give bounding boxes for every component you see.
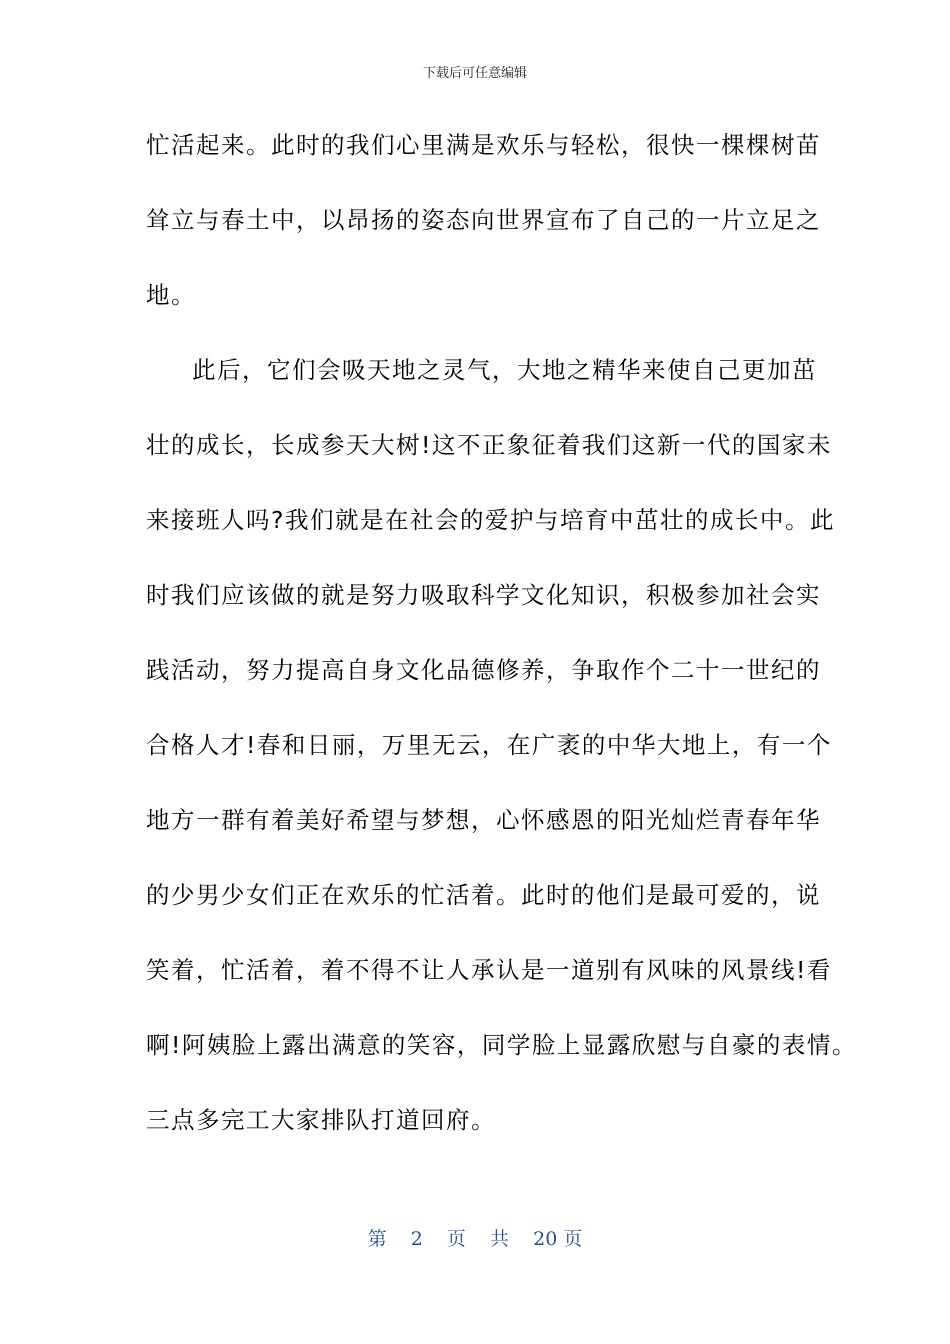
text-line: 忙活起来。此时的我们心里满是欢乐与轻松，很快一棵棵树苗	[146, 131, 821, 159]
text-line: 时我们应该做的就是努力吸取科学文化知识，积极参加社会实	[146, 581, 821, 609]
page-number-footer	[0, 1226, 950, 1252]
footer-total-prefix: 共	[490, 1228, 510, 1250]
paragraph-start-line: 此后，它们会吸天地之灵气，大地之精华来使自己更加茁	[192, 356, 817, 384]
current-page-number: 2	[410, 1228, 423, 1250]
text-line: 壮的成长，长成参天大树!这不正象征着我们这新一代的国家未	[146, 431, 832, 459]
text-line: 合格人才!春和日丽，万里无云，在广袤的中华大地上，有一个	[146, 731, 832, 759]
text-line: 的少男少女们正在欢乐的忙活着。此时的他们是最可爱的，说	[146, 881, 821, 909]
text-line: 啊!阿姨脸上露出满意的笑容，同学脸上显露欣慰与自豪的表情。	[146, 1031, 857, 1059]
footer-prefix: 第	[367, 1228, 387, 1250]
total-pages-number: 20	[533, 1228, 558, 1250]
text-line: 三点多完工大家排队打道回府。	[146, 1106, 496, 1134]
text-line: 耸立与春土中，以昂扬的姿态向世界宣布了自己的一片立足之	[146, 206, 821, 234]
text-line: 笑着，忙活着，着不得不让人承认是一道别有风味的风景线!看	[146, 956, 832, 984]
page-header: 下载后可任意编辑	[422, 66, 527, 81]
footer-total-suffix: 页	[563, 1228, 583, 1250]
text-line: 地。	[146, 281, 196, 309]
footer-page-label: 页	[446, 1228, 466, 1250]
text-line: 地方一群有着美好希望与梦想，心怀感恩的阳光灿烂青春年华	[146, 806, 821, 834]
text-line: 践活动，努力提高自身文化品德修养，争取作个二十一世纪的	[146, 656, 821, 684]
text-line: 来接班人吗?我们就是在社会的爱护与培育中茁壮的成长中。此	[146, 506, 835, 534]
